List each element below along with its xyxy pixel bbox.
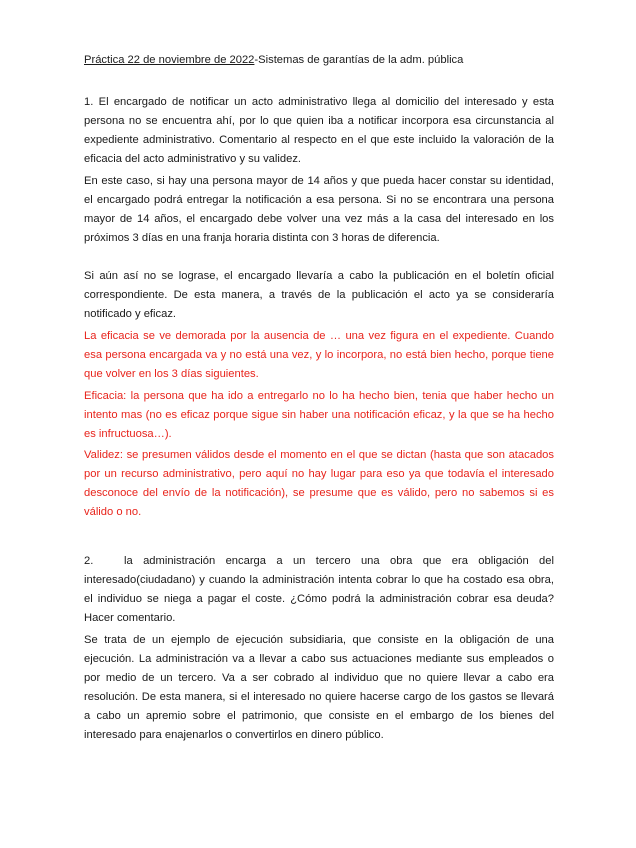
question-2: [84, 552, 554, 628]
question-2-number: 2.: [84, 555, 94, 567]
correction-validez: Validez: se presumen válidos desde el momento en el que se dictan (hasta que son atacados por un recurso administrativo, pero aquí no hay lugar para eso ya que todavía el interesado desconoce del envío de la notificación), se presume que es válido, pero no sabemos si es válido o no.: [84, 449, 554, 518]
answer-1-paragraph-1: En este caso, si hay una persona mayor de 14 años y que pueda hacer constar su identidad, el encargado podrá entregar la notificación a esa persona. Si no se encontrara una persona mayor de 14 años, el encargado debe volver una vez más a la casa del interesado en los próximos 3 días en una franja horaria distinta con 3 horas de diferencia.: [84, 175, 554, 244]
answer-2: Se trata de un ejemplo de ejecución subsidiaria, que consiste en la obligación de una ejecución. La administración va a llevar a cabo sus actuaciones mediante sus empleados o por medio de un tercero. Va a ser cobrado al individuo que no quiere llevar a cabo era resolución. De esta manera, si el interesado no quiere hacerse cargo de los gastos se llevará a cabo un apremio sobre el patrimonio, que consiste en el embargo de los bienes del interesado para enajenarlos o convertirlos en dinero público.: [84, 634, 554, 741]
page-title: [84, 51, 584, 70]
answer-1-paragraph-2: Si aún así no se lograse, el encargado llevaría a cabo la publicación en el boletín oficial correspondiente. De esta manera, a través de la publicación el acto ya se consideraría notificado y eficaz.: [84, 270, 554, 320]
title-subject: -Sistemas de garantías de la adm. pública: [254, 54, 464, 66]
title-date: Práctica 22 de noviembre de 2022: [84, 54, 255, 66]
question-2-text: la administración encarga a un tercero una obra que era obligación del interesado(ciudadano) y cuando la administración intenta cobrar lo que ha costado esa obra, el individuo se niega a pagar el coste. ¿Cómo podrá la administración cobrar esa deuda? Hacer comentario.: [84, 555, 554, 624]
correction-eficacia: Eficacia: la persona que ha ido a entregarlo no lo ha hecho bien, tenia que haber hecho un intento mas (no es eficaz porque sigue sin haber una notificación eficaz, y la que se ha hecho es infructuosa…).: [84, 390, 554, 440]
question-1: 1. El encargado de notificar un acto administrativo llega al domicilio del interesado y esta persona no se encuentra ahí, por lo que quien iba a notificar incorpora esa circunstancia al expediente administrativo. Comentario al respecto en el que este incluido la valoración de la eficacia del acto administrativo y su validez.: [84, 96, 554, 165]
correction-eficacia-demorada: La eficacia se ve demorada por la ausencia de … una vez figura en el expediente. Cuando esa persona encargada va y no está una vez, y lo incorpora, no está bien hecho, porque tiene que volver en los 3 días siguientes.: [84, 330, 554, 380]
